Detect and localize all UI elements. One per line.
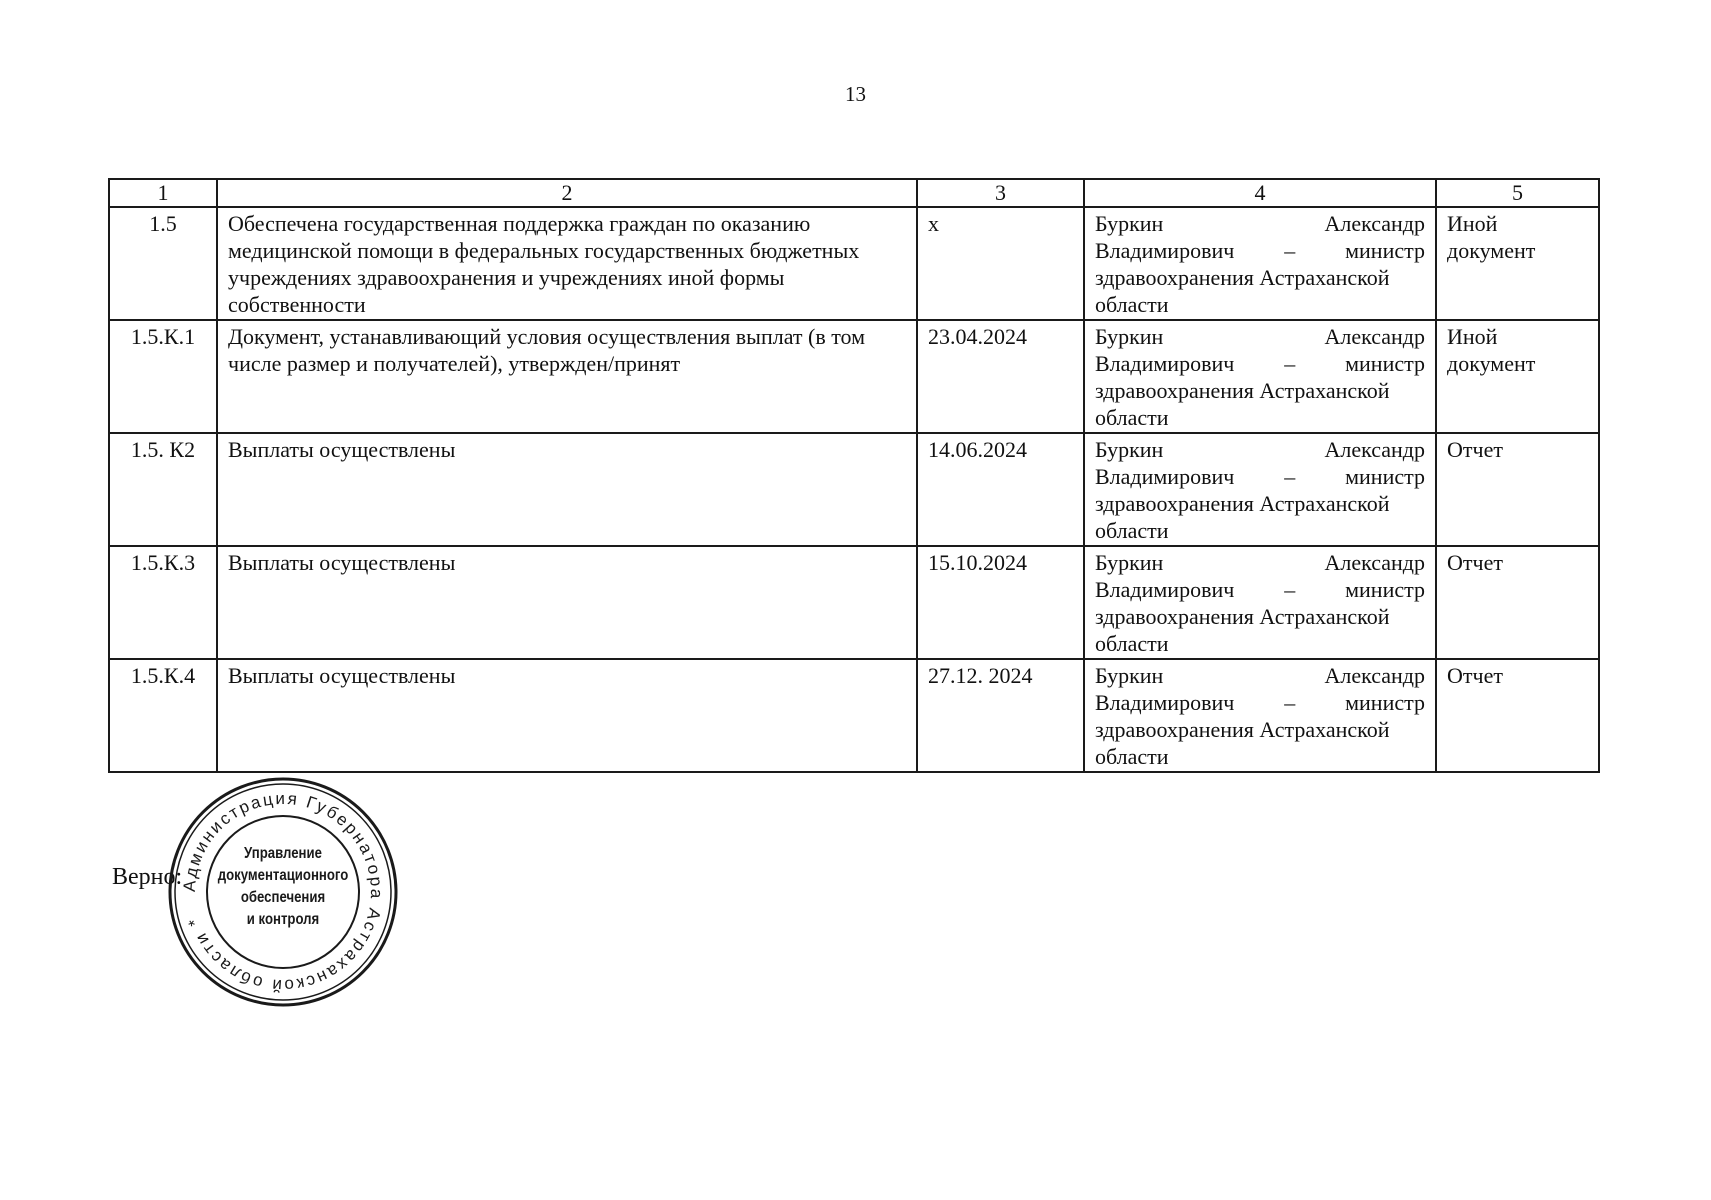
table-row — [109, 320, 1599, 433]
row-date: 23.04.2024 — [917, 320, 1084, 433]
resp-dash: – — [1284, 238, 1296, 263]
resp-patronymic: Владимирович — [1095, 464, 1235, 489]
seal-center-text — [184, 843, 383, 931]
resp-surname: Буркин — [1095, 550, 1164, 575]
resp-position: министр — [1345, 577, 1425, 602]
resp-name: Александр — [1324, 437, 1425, 462]
row-date: x — [917, 207, 1084, 320]
verno-label: Верно: — [112, 864, 183, 890]
resp-surname: Буркин — [1095, 437, 1164, 462]
resp-position: министр — [1345, 238, 1425, 263]
resp-name: Александр — [1324, 663, 1425, 688]
column-header: 4 — [1084, 179, 1436, 207]
seal-center-line: и контроля — [246, 911, 320, 928]
row-document-type: Иной документ — [1436, 207, 1599, 320]
column-header: 3 — [917, 179, 1084, 207]
resp-organization: здравоохранения Астраханской области — [1095, 378, 1390, 430]
table-row — [109, 207, 1599, 320]
resp-dash: – — [1284, 464, 1296, 489]
column-header: 5 — [1436, 179, 1599, 207]
row-number: 1.5 — [109, 207, 217, 320]
row-number: 1.5.К.4 — [109, 659, 217, 772]
resp-organization: здравоохранения Астраханской области — [1095, 717, 1390, 769]
resp-organization: здравоохранения Астраханской области — [1095, 491, 1390, 543]
plan-table — [108, 178, 1600, 773]
resp-name: Александр — [1324, 550, 1425, 575]
resp-patronymic: Владимирович — [1095, 238, 1235, 263]
column-header: 2 — [217, 179, 917, 207]
row-description: Выплаты осуществлены — [217, 659, 917, 772]
row-number: 1.5. К2 — [109, 433, 217, 546]
table-row — [109, 659, 1599, 772]
resp-name: Александр — [1324, 211, 1425, 236]
seal-center-line: документационного — [217, 867, 349, 884]
row-description: Выплаты осуществлены — [217, 546, 917, 659]
seal-ring-textpath: Администрация Губернатора Астраханской области * — [179, 788, 387, 996]
resp-name: Александр — [1324, 324, 1425, 349]
row-number: 1.5.К.1 — [109, 320, 217, 433]
resp-patronymic: Владимирович — [1095, 577, 1235, 602]
row-document-type: Иной документ — [1436, 320, 1599, 433]
row-date: 14.06.2024 — [917, 433, 1084, 546]
row-date: 27.12. 2024 — [917, 659, 1084, 772]
row-description: Выплаты осуществлены — [217, 433, 917, 546]
resp-surname: Буркин — [1095, 324, 1164, 349]
row-responsible — [1084, 546, 1436, 659]
column-header: 1 — [109, 179, 217, 207]
resp-surname: Буркин — [1095, 663, 1164, 688]
row-responsible — [1084, 320, 1436, 433]
resp-patronymic: Владимирович — [1095, 690, 1235, 715]
row-date: 15.10.2024 — [917, 546, 1084, 659]
seal-center-line: обеспечения — [240, 889, 326, 906]
resp-position: министр — [1345, 351, 1425, 376]
page-number: 13 — [845, 82, 866, 106]
row-responsible — [1084, 433, 1436, 546]
row-description: Документ, устанавливающий условия осуществления выплат (в том числе размер и получателей), утвержден/принят — [217, 320, 917, 433]
table-row — [109, 433, 1599, 546]
table-row — [109, 546, 1599, 659]
resp-dash: – — [1284, 690, 1296, 715]
resp-dash: – — [1284, 577, 1296, 602]
resp-position: министр — [1345, 690, 1425, 715]
resp-organization: здравоохранения Астраханской области — [1095, 265, 1390, 317]
resp-dash: – — [1284, 351, 1296, 376]
row-document-type: Отчет — [1436, 433, 1599, 546]
resp-patronymic: Владимирович — [1095, 351, 1235, 376]
row-document-type: Отчет — [1436, 546, 1599, 659]
resp-position: министр — [1345, 464, 1425, 489]
row-description: Обеспечена государственная поддержка граждан по оказанию медицинской помощи в федеральных государственных бюджетных учреждениях здравоохранения и учреждениях иной формы собственности — [217, 207, 917, 320]
official-seal — [166, 775, 400, 1009]
table-header-row — [109, 179, 1599, 207]
resp-organization: здравоохранения Астраханской области — [1095, 604, 1390, 656]
row-number: 1.5.К.3 — [109, 546, 217, 659]
row-document-type: Отчет — [1436, 659, 1599, 772]
resp-surname: Буркин — [1095, 211, 1164, 236]
row-responsible — [1084, 207, 1436, 320]
seal-center-line: Управление — [244, 845, 322, 862]
row-responsible — [1084, 659, 1436, 772]
